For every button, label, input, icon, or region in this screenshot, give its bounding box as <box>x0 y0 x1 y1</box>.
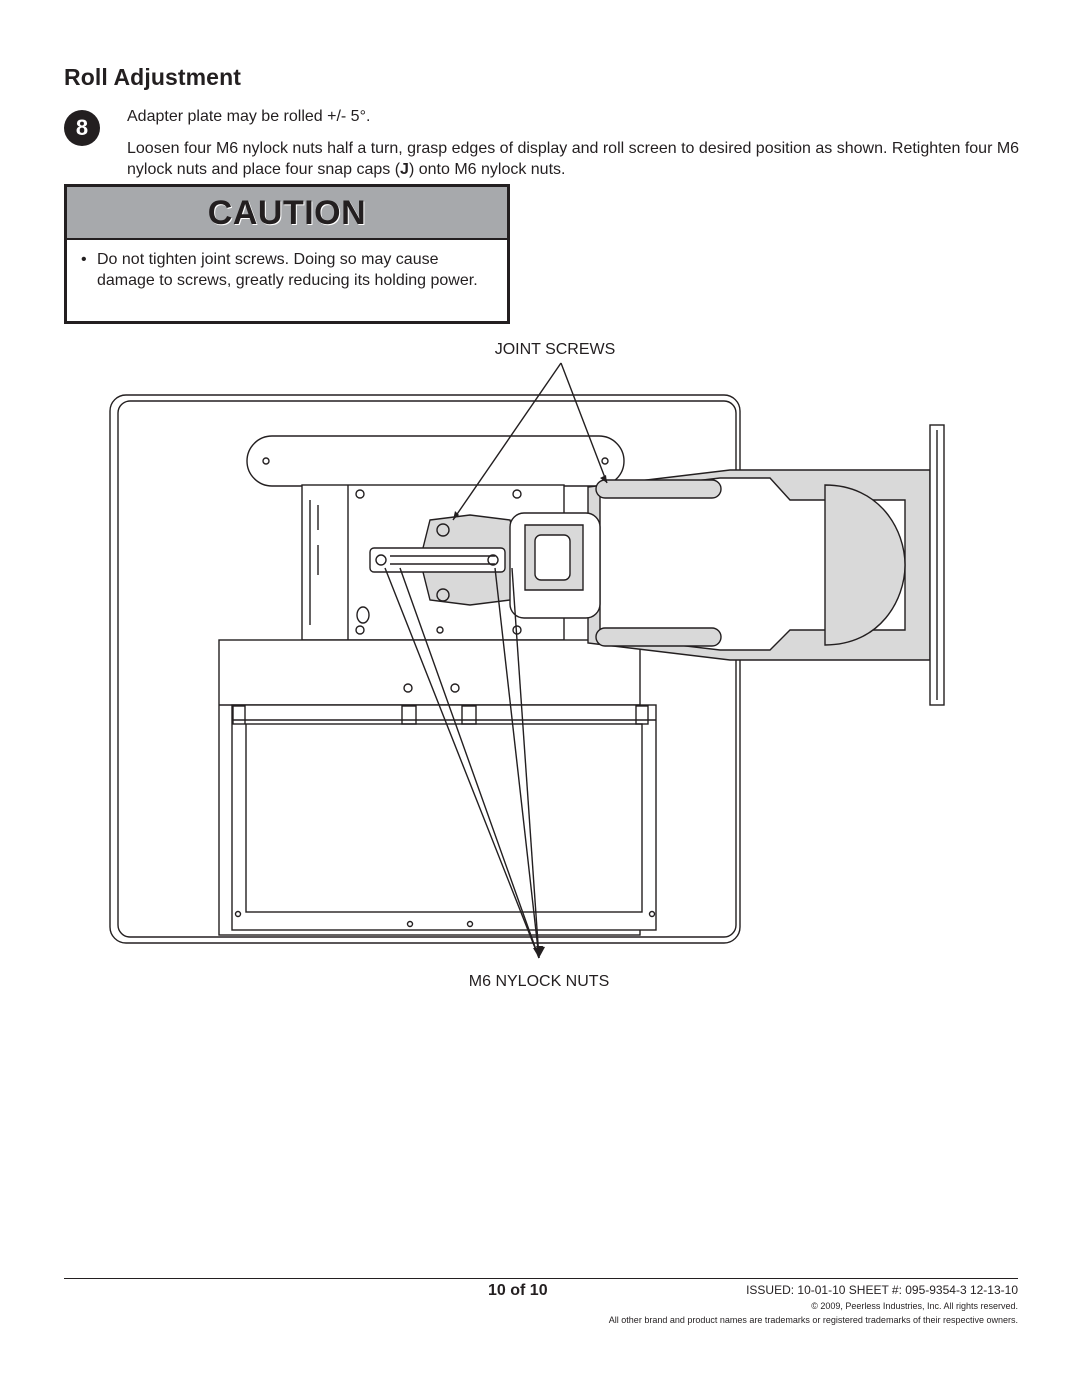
top-rail <box>247 436 624 486</box>
step-number-badge: 8 <box>64 110 100 146</box>
part-letter-j: J <box>400 161 409 178</box>
caution-list <box>67 240 507 291</box>
footer-divider <box>64 1278 1018 1279</box>
trademark-line: All other brand and product names are trademarks or registered trademarks of their respective owners. <box>608 1315 1018 1325</box>
joint-screws-label: JOINT SCREWS <box>494 341 616 358</box>
copyright-line: © 2009, Peerless Industries, Inc. All rights reserved. <box>811 1301 1018 1311</box>
page-number: 10 of 10 <box>488 1282 548 1299</box>
step-line-2-b: ) onto M6 nylock nuts. <box>408 161 566 178</box>
issued-sheet-line: ISSUED: 10-01-10 SHEET #: 095-9354-3 12-13-10 <box>746 1283 1018 1297</box>
caution-heading: CAUTION <box>67 187 507 240</box>
step-line-1: Adapter plate may be rolled +/- 5°. <box>127 108 371 125</box>
page-title: Roll Adjustment <box>64 64 241 90</box>
step-line-2 <box>127 138 1027 180</box>
caution-box <box>64 184 510 324</box>
caution-bullet: • Do not tighten joint screws. Doing so may cause damage to screws, greatly reducing its holding power. <box>81 249 497 291</box>
step-instructions <box>127 106 1027 180</box>
step-line-2-a: Loosen four M6 nylock nuts half a turn, grasp edges of display and roll screen to desired position as shown. Retighten four M6 nylock nuts and place four snap caps ( <box>127 140 1020 178</box>
roll-adjustment-diagram <box>0 330 1080 1000</box>
nylock-nuts-label: M6 NYLOCK NUTS <box>468 973 610 990</box>
